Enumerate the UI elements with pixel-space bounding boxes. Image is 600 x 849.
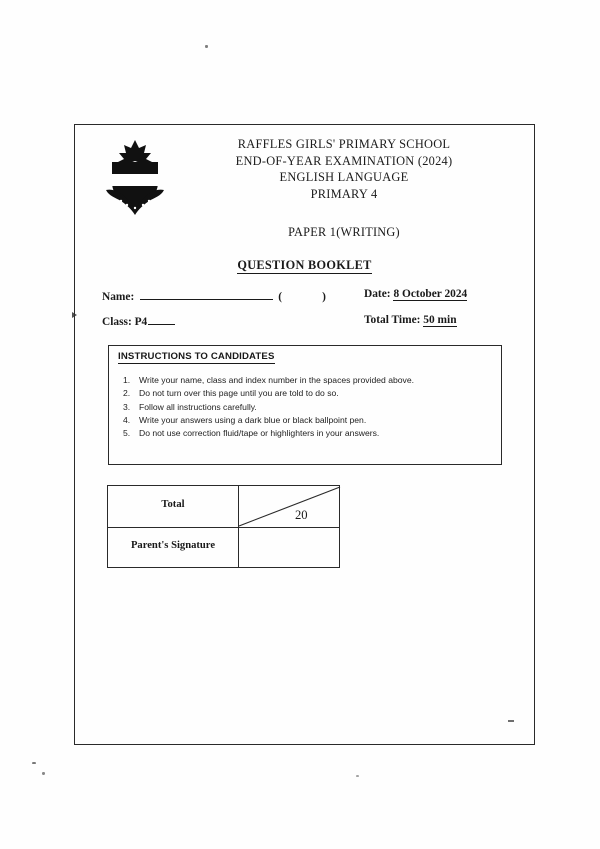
instructions-panel xyxy=(108,345,502,465)
name-label: Name: xyxy=(102,291,135,303)
parent-signature-label: Parent's Signature xyxy=(130,540,216,551)
instruction-number: 3. xyxy=(123,401,131,412)
subject-name: ENGLISH LANGUAGE xyxy=(279,170,409,184)
instruction-item xyxy=(121,374,493,387)
exam-name: END-OF-YEAR EXAMINATION (2024) xyxy=(235,153,453,168)
instruction-text: Do not use correction fluid/tape or highlighters in your answers. xyxy=(139,428,380,439)
level-name: PRIMARY 4 xyxy=(310,186,378,201)
name-input-blank[interactable] xyxy=(140,288,273,300)
class-label: Class: P4 xyxy=(102,316,148,328)
table-row-divider xyxy=(108,527,339,528)
instructions-title: INSTRUCTIONS TO CANDIDATES xyxy=(118,351,275,362)
date-value: 8 October 2024 xyxy=(393,288,468,300)
school-name: RAFFLES GIRLS' PRIMARY SCHOOL xyxy=(237,137,451,151)
instruction-item xyxy=(121,401,493,414)
marks-table xyxy=(107,485,340,568)
total-label: Total xyxy=(161,499,185,510)
paper-name: PAPER 1(WRITING) xyxy=(288,225,400,239)
instruction-text: Write your answers using a dark blue or black ballpoint pen. xyxy=(139,414,367,425)
scan-stray-mark xyxy=(72,312,77,318)
index-open-paren: ( xyxy=(278,291,283,303)
class-field-row xyxy=(102,314,175,328)
instruction-number: 5. xyxy=(123,428,131,439)
instruction-text: Do not turn over this page until you are told to do so. xyxy=(139,388,339,399)
school-crest-icon xyxy=(99,138,171,218)
instruction-number: 1. xyxy=(123,375,131,385)
school-title-block xyxy=(174,136,514,202)
class-input-blank[interactable] xyxy=(148,314,175,325)
total-time-label: Total Time: xyxy=(364,314,421,326)
instruction-item xyxy=(121,414,493,427)
instruction-text: Follow all instructions carefully. xyxy=(139,401,257,412)
instruction-number: 2. xyxy=(123,388,131,399)
instruction-text: Write your name, class and index number in the spaces provided above. xyxy=(139,375,414,385)
date-label: Date: xyxy=(364,288,391,300)
booklet-heading xyxy=(74,258,535,273)
total-time-field-row xyxy=(364,314,457,326)
scan-speck xyxy=(32,762,36,764)
date-field-row xyxy=(364,288,467,300)
candidate-particulars xyxy=(74,286,535,332)
instruction-item xyxy=(121,387,493,400)
booklet-heading-text: QUESTION BOOKLET xyxy=(237,258,372,272)
instructions-list xyxy=(121,374,493,440)
index-close-paren: ) xyxy=(322,291,326,303)
total-time-value: 50 min xyxy=(423,314,457,326)
exam-header xyxy=(74,132,535,239)
max-mark-value: 20 xyxy=(295,508,308,522)
scan-speck xyxy=(205,45,208,48)
instruction-item xyxy=(121,427,493,440)
name-field-row xyxy=(102,288,326,303)
scan-speck xyxy=(42,772,45,775)
scan-stray-mark xyxy=(508,720,514,722)
instruction-number: 4. xyxy=(123,414,131,425)
total-score-cell[interactable] xyxy=(238,486,341,527)
scan-speck xyxy=(356,775,359,777)
